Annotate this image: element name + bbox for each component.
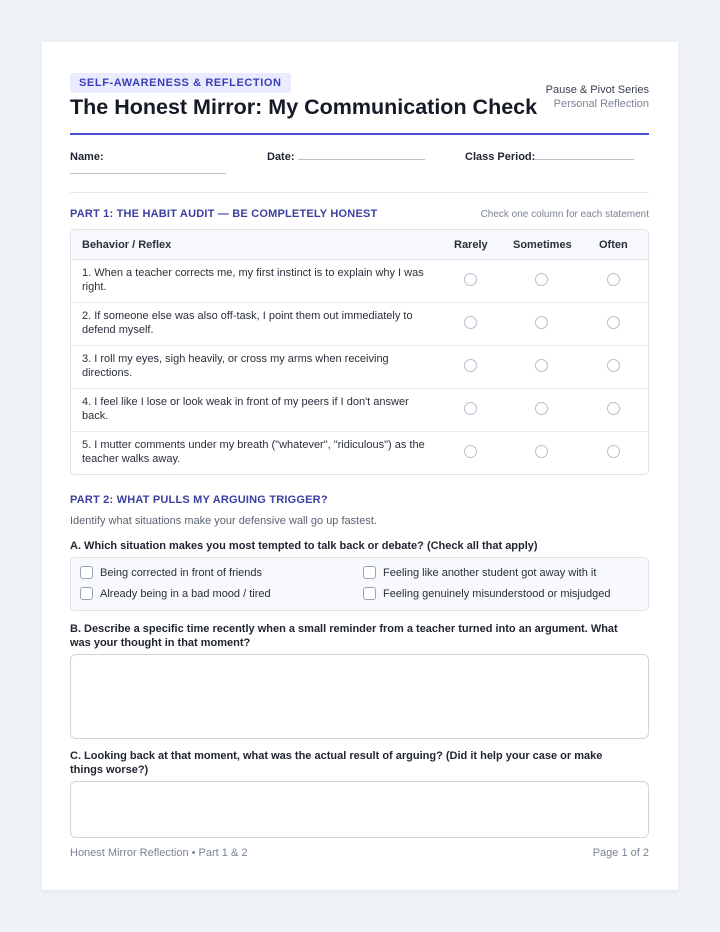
column-header-often: Often	[599, 239, 628, 251]
date-label: Date:	[267, 151, 295, 163]
column-header-rarely: Rarely	[454, 239, 488, 251]
question-c: C. Looking back at that moment, what was the actual result of arguing? (Did it help your case or make things worse?)	[70, 750, 603, 776]
often-radio[interactable]	[607, 445, 620, 458]
option-bad-mood[interactable]	[80, 587, 271, 600]
often-radio[interactable]	[607, 359, 620, 372]
table-header	[71, 230, 648, 260]
option-label: Feeling genuinely misunderstood or misjudged	[383, 587, 611, 600]
series-info	[546, 83, 649, 111]
table-row	[71, 303, 648, 346]
worksheet-content	[70, 42, 649, 890]
part2-intro: Identify what situations make your defensive wall go up fastest.	[70, 515, 377, 527]
series-subtitle: Personal Reflection	[553, 98, 649, 110]
class-period-field[interactable]	[535, 159, 634, 160]
habit-audit-table	[70, 229, 649, 475]
sometimes-radio[interactable]	[535, 402, 548, 415]
date-field[interactable]	[298, 159, 425, 160]
rarely-radio[interactable]	[464, 359, 477, 372]
sometimes-radio[interactable]	[535, 445, 548, 458]
column-header-behavior: Behavior / Reflex	[82, 239, 172, 251]
often-radio[interactable]	[607, 273, 620, 286]
column-header-sometimes: Sometimes	[513, 239, 572, 251]
name-label: Name:	[70, 151, 104, 163]
trigger-options	[70, 557, 649, 611]
table-row	[71, 346, 648, 389]
page-title: The Honest Mirror: My Communication Check	[70, 95, 538, 119]
page-number: Page 1 of 2	[592, 847, 649, 859]
table-row	[71, 432, 648, 475]
title-divider	[70, 133, 649, 135]
footer-left: Honest Mirror Reflection • Part 1 & 2	[70, 847, 248, 859]
statement-text: 2. If someone else was also off-task, I point them out immediately to defend myself.	[82, 310, 413, 336]
name-field[interactable]	[70, 173, 226, 174]
question-a: A. Which situation makes you most tempted to talk back or debate? (Check all that apply)	[70, 540, 538, 552]
checkbox[interactable]	[363, 566, 376, 579]
sometimes-radio[interactable]	[535, 316, 548, 329]
often-radio[interactable]	[607, 316, 620, 329]
question-b: B. Describe a specific time recently when a small reminder from a teacher turned into an argument. What was your thought in that moment?	[70, 623, 618, 649]
table-row	[71, 260, 648, 303]
option-label: Feeling like another student got away with it	[383, 566, 597, 579]
sometimes-radio[interactable]	[535, 359, 548, 372]
answer-b-textarea[interactable]	[70, 654, 649, 739]
option-student-got-away[interactable]	[363, 566, 596, 579]
rarely-radio[interactable]	[464, 316, 477, 329]
series-name: Pause & Pivot Series	[545, 84, 649, 96]
statement-text: 4. I feel like I lose or look weak in front of my peers if I don't answer back.	[82, 396, 409, 422]
checkbox[interactable]	[80, 566, 93, 579]
rarely-radio[interactable]	[464, 402, 477, 415]
category-tag: SELF-AWARENESS & REFLECTION	[70, 73, 291, 93]
rarely-radio[interactable]	[464, 445, 477, 458]
answer-c-textarea[interactable]	[70, 781, 649, 838]
section-divider	[70, 192, 649, 193]
worksheet-page	[42, 42, 678, 890]
statement-text: 3. I roll my eyes, sigh heavily, or cross my arms when receiving directions.	[82, 353, 389, 379]
rarely-radio[interactable]	[464, 273, 477, 286]
option-misunderstood[interactable]	[363, 587, 610, 600]
part2-heading: PART 2: WHAT PULLS MY ARGUING TRIGGER?	[70, 494, 328, 506]
option-corrected-in-front-of-friends[interactable]	[80, 566, 262, 579]
option-label: Being corrected in front of friends	[100, 566, 263, 579]
part1-heading: PART 1: THE HABIT AUDIT — BE COMPLETELY HONEST	[70, 208, 378, 220]
class-period-label: Class Period:	[465, 151, 536, 163]
checkbox[interactable]	[80, 587, 93, 600]
table-row	[71, 389, 648, 432]
option-label: Already being in a bad mood / tired	[100, 587, 271, 600]
checkbox[interactable]	[363, 587, 376, 600]
often-radio[interactable]	[607, 402, 620, 415]
sometimes-radio[interactable]	[535, 273, 548, 286]
part1-instructions: Check one column for each statement	[480, 209, 649, 220]
statement-text: 1. When a teacher corrects me, my first instinct is to explain why I was right.	[82, 267, 424, 293]
statement-text: 5. I mutter comments under my breath ("whatever", "ridiculous") as the teacher walks away.	[82, 439, 425, 465]
